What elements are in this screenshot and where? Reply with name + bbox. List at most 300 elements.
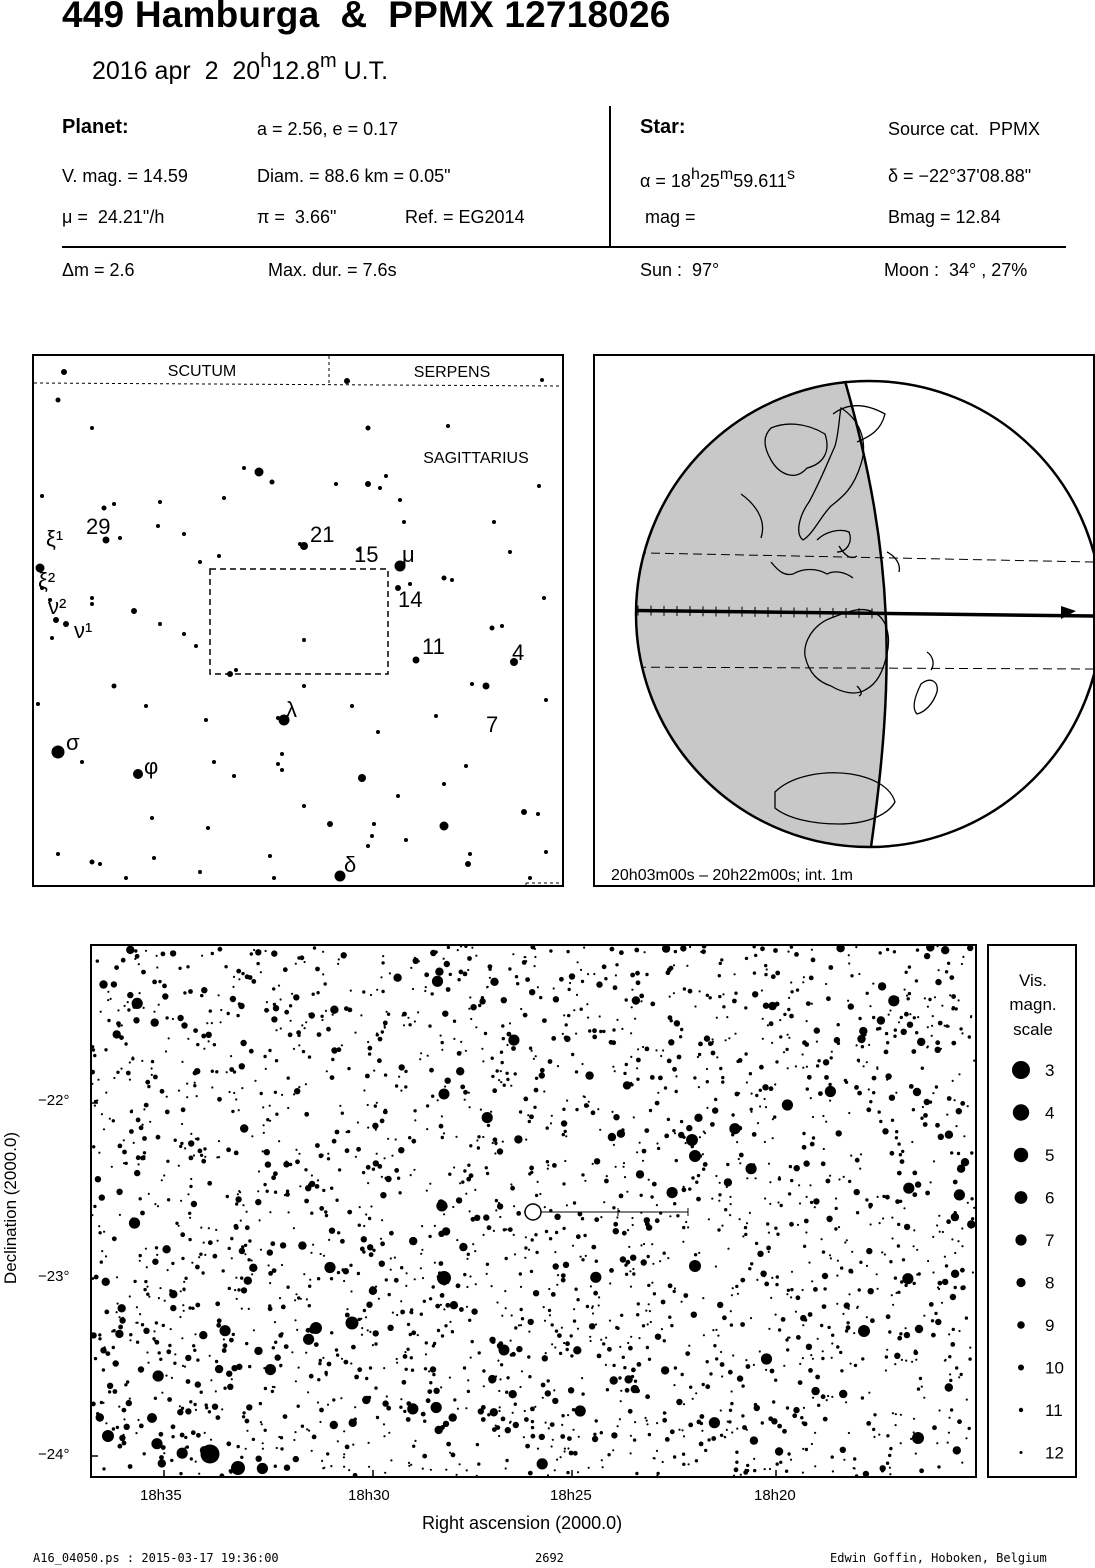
chart-star bbox=[286, 1190, 289, 1193]
chart-star bbox=[917, 1387, 920, 1390]
chart-star bbox=[967, 1220, 975, 1228]
chart-star bbox=[322, 973, 324, 975]
chart-star bbox=[301, 1024, 303, 1026]
chart-star bbox=[630, 1452, 632, 1454]
chart-star bbox=[443, 1213, 445, 1215]
chart-star bbox=[309, 1012, 315, 1018]
chart-star bbox=[186, 1096, 188, 1098]
chart-star bbox=[611, 1379, 614, 1382]
chart-star bbox=[381, 990, 384, 993]
chart-star bbox=[927, 1006, 929, 1008]
chart-star bbox=[927, 1260, 929, 1262]
chart-star bbox=[749, 1212, 751, 1214]
chart-star bbox=[151, 1067, 153, 1069]
chart-star bbox=[947, 962, 950, 965]
chart-star bbox=[830, 1257, 832, 1259]
chart-star bbox=[636, 980, 641, 985]
chart-star bbox=[263, 1132, 265, 1134]
chart-star bbox=[320, 1253, 322, 1255]
chart-star bbox=[564, 1450, 566, 1452]
chart-star bbox=[265, 1161, 271, 1167]
chart-star bbox=[188, 1238, 191, 1241]
chart-star bbox=[686, 1134, 698, 1146]
chart-star bbox=[656, 1450, 658, 1452]
chart-star bbox=[146, 1293, 149, 1296]
chart-star bbox=[706, 1107, 708, 1109]
chart-star bbox=[806, 1066, 808, 1068]
chart-star bbox=[552, 1398, 558, 1404]
chart-star bbox=[291, 993, 293, 995]
chart-star bbox=[581, 1258, 584, 1261]
chart-star bbox=[304, 1112, 309, 1117]
chart-star bbox=[171, 1435, 174, 1438]
chart-star bbox=[688, 989, 693, 994]
chart-star bbox=[539, 1434, 545, 1440]
chart-star bbox=[257, 1463, 268, 1474]
chart-star bbox=[811, 1387, 819, 1395]
chart-star bbox=[459, 1182, 461, 1184]
finder-star bbox=[124, 876, 128, 880]
header-divider-vertical bbox=[609, 106, 611, 247]
chart-star bbox=[327, 1157, 330, 1160]
chart-star bbox=[218, 994, 220, 996]
chart-star bbox=[610, 947, 615, 952]
chart-star bbox=[180, 1142, 183, 1145]
chart-star bbox=[162, 1324, 165, 1327]
chart-star bbox=[662, 1461, 664, 1463]
chart-star bbox=[142, 1136, 147, 1141]
chart-star bbox=[354, 1032, 356, 1034]
chart-star bbox=[814, 1465, 816, 1467]
chart-star bbox=[231, 1461, 245, 1475]
chart-star bbox=[233, 1092, 235, 1094]
chart-star bbox=[664, 1086, 667, 1089]
chart-star bbox=[384, 1027, 386, 1029]
chart-star bbox=[417, 1011, 419, 1013]
chart-star bbox=[730, 1323, 733, 1326]
chart-star bbox=[694, 1253, 697, 1256]
chart-star bbox=[241, 1087, 243, 1089]
chart-star bbox=[424, 1367, 427, 1370]
chart-star bbox=[476, 1443, 479, 1446]
chart-star bbox=[626, 1260, 631, 1265]
chart-star bbox=[456, 1197, 462, 1203]
finder-star bbox=[302, 684, 306, 688]
chart-star bbox=[798, 1380, 803, 1385]
chart-star bbox=[631, 1217, 633, 1219]
chart-star bbox=[769, 1021, 774, 1026]
chart-star bbox=[931, 1025, 933, 1027]
chart-star bbox=[612, 1206, 615, 1209]
chart-star bbox=[917, 1038, 925, 1046]
chart-star bbox=[366, 1165, 371, 1170]
chart-star bbox=[297, 1034, 300, 1037]
chart-star bbox=[505, 1307, 507, 1309]
chart-star bbox=[326, 1070, 328, 1072]
chart-star bbox=[894, 1276, 897, 1279]
chart-star bbox=[903, 1207, 905, 1209]
chart-star bbox=[412, 988, 414, 990]
chart-star bbox=[557, 1274, 559, 1276]
chart-star bbox=[567, 1414, 569, 1416]
chart-star bbox=[574, 1288, 577, 1291]
chart-star bbox=[124, 1005, 126, 1007]
chart-star bbox=[548, 1059, 553, 1064]
finder-star bbox=[63, 621, 69, 627]
finder-star bbox=[52, 746, 65, 759]
chart-star bbox=[335, 1199, 338, 1202]
chart-star bbox=[98, 1337, 101, 1340]
dec-tick-label: −22° bbox=[38, 1092, 70, 1109]
chart-star bbox=[709, 1372, 712, 1375]
chart-star bbox=[825, 1121, 827, 1123]
chart-star bbox=[612, 1028, 615, 1031]
chart-star bbox=[294, 1088, 300, 1094]
chart-star bbox=[788, 1037, 790, 1039]
chart-star bbox=[237, 1288, 240, 1291]
chart-star bbox=[377, 1164, 382, 1169]
chart-star bbox=[676, 1214, 679, 1217]
chart-star bbox=[185, 1408, 191, 1414]
chart-star bbox=[126, 1400, 132, 1406]
chart-star bbox=[496, 1070, 498, 1072]
finder-chart bbox=[32, 354, 564, 887]
chart-star bbox=[534, 965, 536, 967]
chart-star bbox=[950, 1151, 953, 1154]
chart-star bbox=[367, 1127, 369, 1129]
chart-star bbox=[476, 1139, 478, 1141]
chart-star bbox=[115, 1330, 123, 1338]
chart-star bbox=[700, 1414, 705, 1419]
chart-star bbox=[239, 1063, 245, 1069]
chart-star bbox=[790, 1288, 793, 1291]
chart-star bbox=[309, 1279, 311, 1281]
chart-star bbox=[92, 1045, 94, 1048]
chart-star bbox=[464, 946, 467, 948]
chart-star bbox=[186, 965, 189, 968]
chart-star bbox=[614, 1070, 616, 1072]
chart-star bbox=[102, 1278, 110, 1286]
chart-star bbox=[629, 1270, 631, 1272]
chart-star bbox=[362, 1171, 365, 1174]
chart-star bbox=[446, 1206, 448, 1208]
chart-star bbox=[445, 1469, 447, 1471]
chart-star bbox=[244, 1253, 246, 1255]
chart-star bbox=[870, 1318, 875, 1323]
chart-star bbox=[238, 1190, 240, 1192]
chart-star bbox=[132, 998, 143, 1009]
chart-star bbox=[200, 1154, 203, 1157]
chart-star bbox=[249, 1049, 254, 1054]
chart-star bbox=[460, 1085, 465, 1090]
chart-star bbox=[606, 1388, 609, 1391]
chart-star bbox=[935, 1040, 940, 1045]
chart-star bbox=[378, 1298, 380, 1300]
chart-star bbox=[808, 1262, 810, 1264]
chart-star bbox=[938, 969, 940, 971]
chart-star bbox=[329, 1228, 335, 1234]
chart-star bbox=[372, 1344, 374, 1346]
chart-star bbox=[746, 1177, 748, 1179]
chart-star bbox=[524, 1417, 529, 1422]
chart-star bbox=[533, 1106, 536, 1109]
chart-star bbox=[337, 963, 339, 965]
chart-star bbox=[825, 1086, 836, 1097]
chart-star bbox=[523, 1013, 528, 1018]
chart-star bbox=[238, 978, 240, 980]
chart-star bbox=[786, 1348, 789, 1351]
chart-star bbox=[688, 1463, 690, 1465]
chart-star bbox=[861, 1045, 864, 1048]
star-mag: mag = bbox=[640, 207, 701, 227]
chart-star bbox=[278, 1436, 280, 1438]
chart-star bbox=[516, 1211, 521, 1216]
chart-star bbox=[718, 995, 721, 998]
chart-star bbox=[528, 1471, 533, 1476]
chart-star bbox=[206, 1032, 212, 1038]
chart-star bbox=[564, 1160, 566, 1162]
chart-star bbox=[242, 1411, 245, 1414]
chart-star bbox=[919, 1377, 922, 1380]
chart-star bbox=[179, 1145, 182, 1148]
chart-star bbox=[701, 949, 706, 954]
chart-star bbox=[648, 1179, 650, 1181]
chart-star bbox=[590, 1285, 592, 1287]
chart-star bbox=[724, 1208, 727, 1211]
chart-star bbox=[683, 987, 686, 990]
chart-star bbox=[915, 1359, 917, 1361]
chart-star bbox=[98, 1333, 101, 1336]
chart-star bbox=[456, 1067, 464, 1075]
chart-star bbox=[762, 1018, 764, 1020]
chart-star bbox=[341, 1358, 343, 1360]
chart-star bbox=[860, 1153, 862, 1155]
chart-star bbox=[242, 1204, 244, 1206]
chart-star bbox=[681, 1429, 683, 1431]
chart-star bbox=[866, 1061, 868, 1063]
chart-star bbox=[715, 1265, 717, 1267]
chart-star bbox=[545, 1422, 547, 1424]
chart-star bbox=[172, 1018, 174, 1020]
chart-star bbox=[272, 1386, 274, 1388]
chart-star bbox=[893, 950, 896, 953]
chart-star bbox=[113, 1030, 121, 1038]
chart-star bbox=[968, 1035, 971, 1038]
chart-star bbox=[889, 1473, 891, 1475]
chart-star bbox=[102, 1368, 105, 1371]
chart-star bbox=[268, 1304, 271, 1307]
chart-star bbox=[350, 990, 352, 992]
chart-star bbox=[297, 1405, 300, 1408]
chart-star bbox=[471, 1340, 474, 1343]
chart-star bbox=[246, 1211, 248, 1213]
chart-star bbox=[102, 1402, 104, 1404]
chart-star bbox=[118, 1304, 126, 1312]
chart-star bbox=[234, 1151, 239, 1156]
chart-star bbox=[932, 1236, 934, 1238]
chart-star bbox=[411, 1139, 416, 1144]
chart-star bbox=[779, 1035, 782, 1038]
chart-star bbox=[718, 1193, 721, 1196]
chart-star bbox=[555, 1329, 558, 1332]
chart-star bbox=[647, 1323, 649, 1325]
chart-star bbox=[460, 1041, 462, 1043]
chart-star bbox=[405, 1285, 407, 1287]
chart-star bbox=[970, 1197, 973, 1200]
chart-star bbox=[146, 1266, 148, 1268]
chart-star bbox=[730, 1310, 732, 1312]
chart-star bbox=[116, 1311, 118, 1313]
chart-star bbox=[199, 1331, 207, 1339]
chart-star bbox=[524, 1410, 526, 1412]
chart-star bbox=[554, 1214, 560, 1220]
chart-star bbox=[866, 992, 869, 995]
chart-star bbox=[281, 1305, 286, 1310]
chart-star bbox=[686, 1125, 692, 1131]
chart-star bbox=[479, 998, 485, 1004]
chart-star bbox=[725, 1039, 727, 1041]
chart-star bbox=[485, 1166, 488, 1169]
chart-star bbox=[712, 1038, 714, 1040]
legend-magnitude-label: 12 bbox=[1045, 1443, 1064, 1463]
chart-star bbox=[273, 1003, 276, 1006]
legend-star-icon bbox=[1020, 1451, 1023, 1454]
chart-star bbox=[414, 1440, 416, 1442]
chart-star bbox=[878, 1110, 881, 1113]
chart-star bbox=[168, 1344, 171, 1347]
chart-star bbox=[815, 1375, 820, 1380]
chart-star bbox=[101, 1113, 103, 1115]
chart-star bbox=[330, 1421, 338, 1429]
chart-star bbox=[368, 1046, 373, 1051]
chart-star bbox=[444, 961, 450, 967]
chart-star bbox=[196, 1433, 201, 1438]
chart-star bbox=[571, 1053, 574, 1056]
chart-star bbox=[956, 1108, 962, 1114]
chart-star bbox=[836, 1303, 838, 1305]
chart-star bbox=[857, 1091, 862, 1096]
chart-star bbox=[619, 1194, 624, 1199]
chart-star bbox=[141, 1323, 144, 1326]
star-label: ξ² bbox=[38, 568, 56, 593]
chart-star bbox=[230, 1237, 233, 1240]
chart-star bbox=[735, 1451, 738, 1454]
chart-star bbox=[775, 1060, 778, 1063]
chart-star bbox=[335, 1348, 338, 1351]
chart-star bbox=[607, 1347, 612, 1352]
chart-star bbox=[498, 1202, 500, 1204]
chart-star bbox=[235, 1202, 238, 1205]
chart-star bbox=[156, 1254, 158, 1256]
chart-star bbox=[324, 982, 327, 985]
chart-star bbox=[712, 1041, 714, 1043]
chart-star bbox=[264, 1149, 270, 1155]
chart-star bbox=[947, 1096, 952, 1101]
chart-star bbox=[750, 1262, 753, 1265]
chart-star bbox=[231, 1110, 234, 1113]
chart-star bbox=[118, 1144, 123, 1149]
chart-star bbox=[444, 1085, 446, 1087]
chart-star bbox=[775, 1283, 778, 1286]
chart-star bbox=[619, 950, 624, 955]
chart-star bbox=[405, 1368, 408, 1371]
chart-star bbox=[428, 1370, 430, 1372]
chart-star bbox=[619, 1346, 621, 1348]
chart-star bbox=[737, 1293, 739, 1295]
chart-star bbox=[689, 1260, 701, 1272]
chart-star bbox=[108, 1390, 111, 1393]
chart-star bbox=[312, 993, 315, 996]
chart-star bbox=[895, 1424, 897, 1426]
chart-star bbox=[240, 1006, 243, 1009]
chart-star bbox=[463, 1090, 468, 1095]
finder-star bbox=[56, 852, 60, 856]
chart-star bbox=[759, 1105, 761, 1107]
chart-star bbox=[858, 1060, 860, 1062]
star-heading: Star: bbox=[640, 116, 686, 138]
chart-star bbox=[604, 977, 607, 980]
chart-star bbox=[369, 1331, 371, 1333]
chart-star bbox=[565, 1135, 567, 1137]
chart-star bbox=[605, 1364, 607, 1366]
chart-star bbox=[148, 1193, 150, 1195]
chart-star bbox=[514, 1326, 517, 1329]
chart-star bbox=[627, 1342, 629, 1344]
chart-star bbox=[913, 1282, 916, 1285]
finder-star bbox=[182, 532, 186, 536]
chart-star bbox=[155, 1321, 158, 1324]
chart-star bbox=[732, 999, 737, 1004]
chart-star bbox=[360, 1014, 362, 1016]
chart-star bbox=[528, 1120, 531, 1123]
chart-star bbox=[461, 1180, 464, 1183]
chart-star bbox=[562, 1182, 565, 1185]
chart-star bbox=[564, 1130, 567, 1133]
chart-star bbox=[856, 1307, 858, 1309]
chart-star bbox=[524, 1246, 527, 1249]
chart-star bbox=[192, 1344, 195, 1347]
chart-star bbox=[706, 994, 709, 997]
chart-star bbox=[885, 1032, 888, 1035]
chart-star bbox=[147, 1362, 149, 1364]
y-axis-label: Declination (2000.0) bbox=[1, 1131, 20, 1285]
chart-star bbox=[659, 1260, 661, 1262]
chart-star bbox=[298, 1367, 300, 1369]
chart-star bbox=[497, 1148, 503, 1154]
chart-star bbox=[483, 1385, 485, 1387]
chart-star bbox=[831, 1334, 834, 1337]
chart-star bbox=[198, 1256, 200, 1258]
chart-star bbox=[586, 1003, 588, 1005]
chart-star bbox=[768, 1251, 770, 1253]
chart-star bbox=[237, 1445, 240, 1448]
chart-star bbox=[899, 1153, 902, 1156]
chart-star bbox=[765, 1106, 767, 1108]
chart-star bbox=[136, 1306, 138, 1308]
chart-star bbox=[929, 1100, 932, 1103]
chart-star bbox=[271, 950, 277, 956]
chart-star bbox=[729, 1196, 731, 1198]
chart-star bbox=[215, 1360, 218, 1363]
chart-star bbox=[935, 1085, 938, 1088]
finder-star bbox=[540, 378, 544, 382]
chart-star bbox=[630, 1435, 632, 1437]
chart-star bbox=[727, 1248, 729, 1250]
chart-star bbox=[501, 997, 507, 1003]
chart-star bbox=[576, 1298, 579, 1301]
chart-star bbox=[958, 1376, 960, 1378]
chart-star bbox=[193, 1154, 195, 1156]
